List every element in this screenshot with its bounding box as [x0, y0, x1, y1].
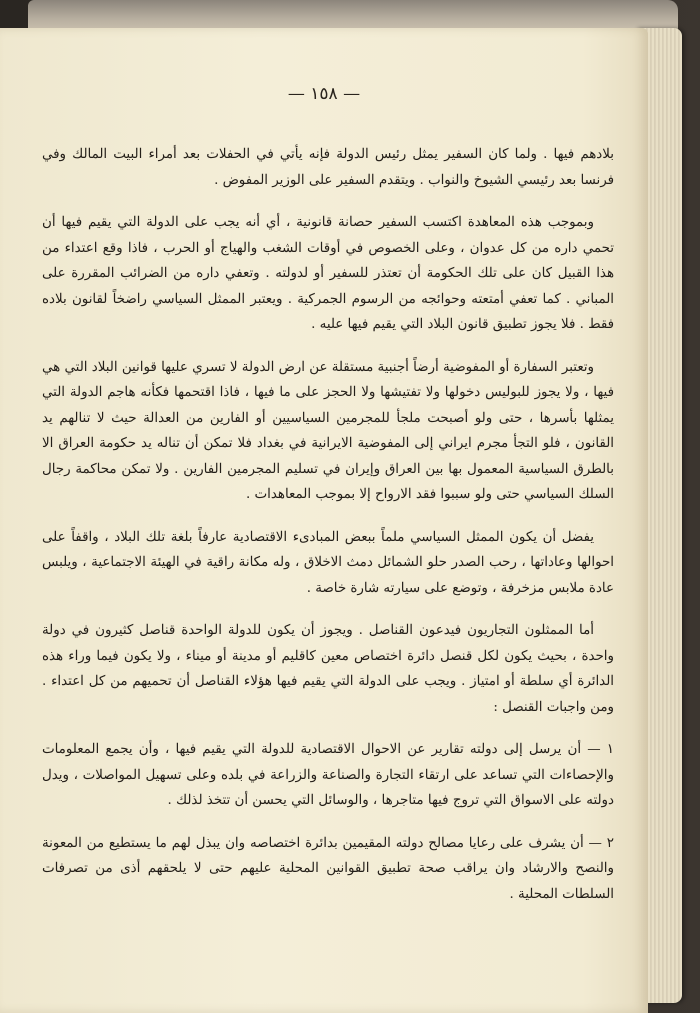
paragraph-3: وتعتبر السفارة أو المفوضية أرضاً أجنبية مستقلة عن ارض الدولة لا تسري عليها قوانين البلاد التي هي فيها ، ولا يجوز للبوليس دخولها ولا تفتيشها ولا الحجز على ما فيها ، فاذا اقتحمها فكأنه هاجم الدولة التي يمثلها بأسرها ، حتى ولو أصبحت ملجأ للمجرمين السياسيين أو الفارين من العدالة حيث لا تنالهم يد القانون ، فلو التجأ مجرم ايراني إلى المفوضية الايرانية في بغداد فلا تمكن أن تناله يد حكومة العراق الا بالطرق السياسية المعمول بها بين العراق وإيران في تسليم المجرمين الفارين . ولا تمكن محاكمة رجال السلك السياسي حتى ولو سببوا فقد الارواح إلا بموجب المعاهدات .: [42, 359, 614, 502]
page-text: [42, 142, 614, 924]
list-item-2: ٢ — أن يشرف على رعايا مصالح دولته المقيمين بدائرة اختصاصه وان يبذل لهم ما يستطيع من المعونة والنصح والارشاد وان يراقب صحة تطبيق القوانين المحلية عليهم حتى لا يلحقهم أذى من تصرفات السلطات المحلية .: [42, 835, 614, 902]
paragraph-5: أما الممثلون التجاريون فيدعون القناصل . ويجوز أن يكون للدولة الواحدة قناصل كثيرون في دولة واحدة ، بحيث يكون لكل قنصل دائرة اختصاص معين كاقليم أو مدينة أو ميناء ، ولا يكون فيما وراء هذه الدائرة أي سلطة أو امتياز . ويجب على الدولة التي يقيم فيها هؤلاء القناصل أن تحميهم من كل اعتداء . ومن واجبات القنصل :: [42, 623, 614, 715]
paragraph-1: بلادهم فيها . ولما كان السفير يمثل رئيس الدولة فإنه يأتي في الحفلات بعد أمراء البيت المالك وفي فرنسا بعد رئيسي الشيوخ والنواب . ويتقدم السفير على الوزير المفوض .: [42, 147, 614, 188]
list-item-1: ١ — أن يرسل إلى دولته تقارير عن الاحوال الاقتصادية للدولة التي يقيم فيها ، وأن يجمع المعلومات والإحصاءات التي تساعد على ارتقاء التجارة والصناعة والزراعة في بلده وعلى تسهيل المواصلات ، ويدل دولته على الاسواق التي تروج فيها متاجرها ، والوسائل التي يحسن أن تتخذ لذلك .: [42, 742, 614, 808]
page-number: — ١٥٨ —: [287, 84, 361, 104]
book-page: [0, 28, 648, 1013]
paragraph-4: يفضل أن يكون الممثل السياسي ملماً ببعض المبادىء الاقتصادية عارفاً بلغة تلك البلاد ، واقفاً على احوالها وعاداتها ، رحب الصدر حلو الشمائل دمث الاخلاق ، وله مكانة راقية في الهيئة الاجتماعية ، ويلبس عادة ملابس مزخرفة ، وتوضع على سيارته شارة خاصة .: [42, 529, 614, 596]
paragraph-2: وبموجب هذه المعاهدة اكتسب السفير حصانة قانونية ، أي أنه يجب على الدولة التي يقيم فيها أن تحمي داره من كل عدوان ، وعلى الخصوص في أوقات الشغب والهياج أو الحرب ، فاذا وقع اعتداء من هذا القبيل كان على تلك الحكومة أن تعتذر للسفير أو لدولته . وتعفي داره من الضرائب المقررة على المباني . كما تعفي أمتعته وحوائجه من الرسوم الجمركية . ويعتبر الممثل السياسي راضخاً لقانون بلاده فقط . فلا يجوز تطبيق قانون البلاد التي يقيم فيها عليه .: [42, 215, 614, 332]
